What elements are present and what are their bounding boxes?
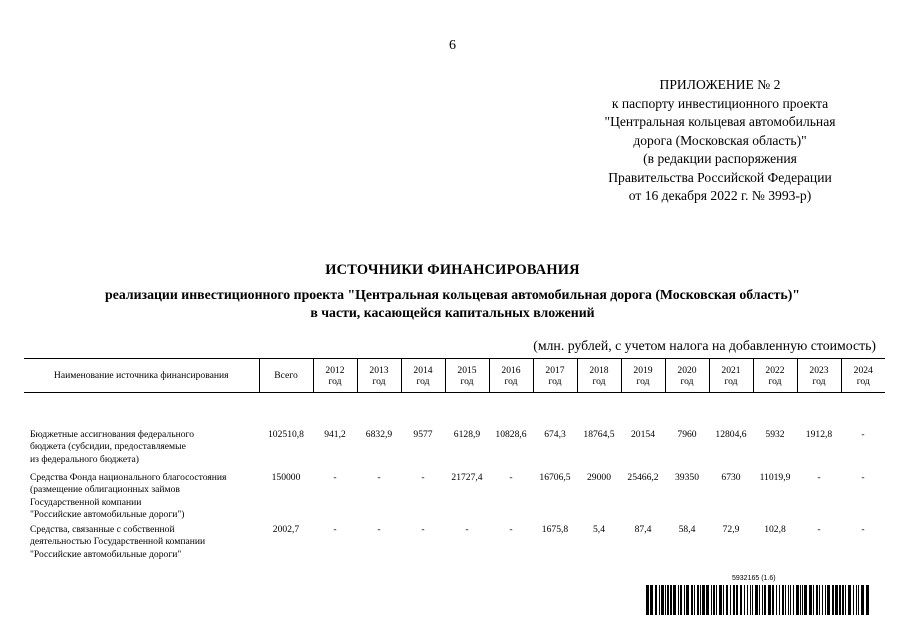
source-name-cell [24, 472, 259, 524]
year-suffix: год [856, 375, 870, 387]
column-header-year [357, 359, 401, 393]
column-header-year [797, 359, 841, 393]
barcode-bar [744, 585, 745, 615]
source-name-line: деятельностью Государственной компании [30, 536, 206, 548]
year-value-cell: - [421, 472, 425, 483]
appendix-line: к паспорту инвестиционного проекта [611, 95, 829, 111]
year-value-cell: - [421, 524, 425, 535]
year-suffix: год [768, 375, 782, 387]
year-value-cell: 9577 [413, 429, 433, 440]
year-value-cell: - [861, 524, 865, 535]
year-value-cell: 6832,9 [365, 429, 393, 440]
barcode-bar [762, 585, 763, 615]
barcode-bar [822, 585, 823, 615]
year-value: 2021 [721, 364, 741, 376]
year-value-cell: 12804,6 [715, 429, 747, 440]
year-value: 2018 [589, 364, 609, 376]
year-value-cell: - [465, 524, 469, 535]
barcode-bar [809, 585, 812, 615]
year-value-cell: 20154 [631, 429, 655, 440]
barcode-bar [866, 585, 869, 615]
year-value-cell: - [509, 472, 513, 483]
barcode-bar [694, 585, 695, 615]
year-value: 2014 [413, 364, 433, 376]
source-name-line: "Российские автомобильные дороги") [30, 508, 185, 520]
barcode-bar [804, 585, 807, 615]
barcode-bar [785, 585, 786, 615]
barcode-bar [684, 585, 685, 615]
year-value-cell: 21727,4 [451, 472, 483, 483]
year-value-cell: 5932 [765, 429, 785, 440]
column-header-year [445, 359, 489, 393]
barcode-bar [702, 585, 705, 615]
barcode-bar [740, 585, 742, 615]
barcode-bar [848, 585, 851, 615]
subheading-line-1: реализации инвестиционного проекта "Центральная кольцевая автомобильная дорога (Московская область)" [105, 287, 800, 302]
column-header-year [401, 359, 445, 393]
barcode-bar [796, 585, 799, 615]
year-suffix: год [812, 375, 826, 387]
barcode-bar [853, 585, 854, 615]
year-value-cell: - [377, 472, 381, 483]
barcode-bar [827, 585, 830, 615]
total-cell: 102510,8 [268, 429, 304, 440]
year-value-cell: - [861, 429, 865, 440]
year-suffix: год [504, 375, 518, 387]
barcode-bar [719, 585, 722, 615]
year-suffix: год [636, 375, 650, 387]
year-value: 2017 [545, 364, 565, 376]
barcode-bar [650, 585, 653, 615]
source-name-line: (размещение облигационных займов [30, 484, 180, 496]
barcode-label: 5932165 (1.6) [732, 575, 776, 582]
source-name-line: бюджета (субсидии, предоставляемые [30, 441, 186, 453]
barcode-bar [772, 585, 774, 615]
barcode-bar [723, 585, 724, 615]
appendix-line: Правительства Российской Федерации [608, 169, 832, 185]
appendix-line: "Центральная кольцевая автомобильная [604, 114, 836, 129]
year-value-cell: 1912,8 [805, 429, 833, 440]
barcode-bar [793, 585, 794, 615]
source-name-line: Средства Фонда национального благосостояния [30, 472, 227, 483]
table-header-row [24, 359, 885, 393]
barcode-bar [790, 585, 791, 615]
barcode-bar [835, 585, 838, 615]
source-name-line: из федерального бюджета) [30, 453, 139, 465]
table-row [24, 393, 885, 473]
source-name-line: Государственной компании [30, 496, 142, 508]
column-header-year [841, 359, 885, 393]
year-value-cell: 5,4 [593, 524, 605, 535]
column-header-year [753, 359, 797, 393]
column-header-year [489, 359, 533, 393]
barcode-bar [776, 585, 777, 615]
year-suffix: год [548, 375, 562, 387]
appendix-block [575, 76, 865, 206]
year-value-cell: 10828,6 [495, 429, 527, 440]
barcode-bar [673, 585, 676, 615]
year-value-cell: 16706,5 [539, 472, 571, 483]
year-value-cell: 1675,8 [541, 524, 569, 535]
barcode-bar [788, 585, 789, 615]
barcode-bar [726, 585, 728, 615]
subheading-line-2: в части, касающейся капитальных вложений [310, 304, 595, 320]
barcode-bar [861, 585, 864, 615]
barcode-bar [768, 585, 771, 615]
year-value-cell: 39350 [675, 472, 699, 483]
appendix-line: от 16 декабря 2022 г. № 3993-р) [628, 188, 812, 203]
barcode-bar [747, 585, 748, 615]
barcode-bar [659, 585, 660, 615]
total-cell: 150000 [271, 472, 301, 483]
year-value-cell: 18764,5 [583, 429, 615, 440]
year-value-cell: - [333, 524, 337, 535]
year-suffix: год [680, 375, 694, 387]
barcode-bar [759, 585, 760, 615]
column-header-name: Наименование источника финансирования [24, 359, 259, 393]
barcode-bar [667, 585, 669, 615]
barcode-bar [832, 585, 834, 615]
barcode-bar [711, 585, 712, 615]
year-suffix: год [460, 375, 474, 387]
barcode-bar [800, 585, 801, 615]
year-value-cell: - [861, 472, 865, 483]
financing-table [24, 358, 885, 576]
year-value: 2019 [633, 364, 653, 376]
year-value: 2015 [457, 364, 477, 376]
column-header-year [577, 359, 621, 393]
barcode-bar [858, 585, 859, 615]
document-subheading [0, 286, 905, 321]
barcode-bar [686, 585, 689, 615]
year-value-cell: 25466,2 [627, 472, 659, 483]
year-value-cell: 58,4 [678, 524, 696, 535]
barcode-bar [736, 585, 738, 615]
year-value-cell: 87,4 [634, 524, 652, 535]
barcode-bar [779, 585, 780, 615]
page-number: 6 [449, 38, 456, 53]
barcode-bar [691, 585, 693, 615]
year-value-cell: - [509, 524, 513, 535]
units-note: (млн. рублей, с учетом налога на добавленную стоимость) [533, 338, 876, 353]
barcode-bar [752, 585, 753, 615]
year-value-cell: 102,8 [764, 524, 786, 535]
appendix-line: (в редакции распоряжения [643, 151, 797, 166]
barcode-bar [816, 585, 818, 615]
year-value: 2012 [325, 364, 345, 376]
year-value-cell: 6128,9 [453, 429, 481, 440]
barcode-bar [680, 585, 682, 615]
year-suffix: год [724, 375, 738, 387]
barcode-bar [655, 585, 657, 615]
year-value: 2016 [501, 364, 521, 376]
barcode-bar [750, 585, 751, 615]
barcode-bar [670, 585, 672, 615]
barcode-bar [755, 585, 758, 615]
barcode-bar [782, 585, 784, 615]
year-value-cell: - [817, 524, 821, 535]
source-name-line: "Российские автомобильные дороги" [30, 548, 182, 560]
barcode-bar [661, 585, 664, 615]
year-value-cell: 29000 [587, 472, 611, 483]
column-header-year [313, 359, 357, 393]
source-name-line: Средства, связанные с собственной [30, 524, 175, 535]
barcode-bar [825, 585, 826, 615]
barcode [646, 585, 872, 615]
source-name-cell [24, 393, 259, 473]
year-suffix: год [372, 375, 386, 387]
year-suffix: год [592, 375, 606, 387]
barcode-bar [706, 585, 709, 615]
year-value: 2023 [809, 364, 829, 376]
column-header-year [621, 359, 665, 393]
year-value: 2013 [369, 364, 389, 376]
year-value-cell: 72,9 [722, 524, 740, 535]
year-value-cell: 6730 [721, 472, 741, 483]
barcode-bar [842, 585, 844, 615]
barcode-bar [839, 585, 841, 615]
barcode-bar [700, 585, 701, 615]
barcode-bar [678, 585, 679, 615]
barcode-bar [713, 585, 715, 615]
column-header-total: Всего [259, 359, 313, 393]
barcode-bar [665, 585, 666, 615]
document-heading: ИСТОЧНИКИ ФИНАНСИРОВАНИЯ [325, 262, 580, 278]
barcode-bar [813, 585, 814, 615]
source-name-line: Бюджетные ассигнования федерального [30, 429, 194, 440]
barcode-bar [856, 585, 857, 615]
year-value: 2022 [765, 364, 785, 376]
table-row [24, 524, 885, 576]
year-value-cell: - [333, 472, 337, 483]
column-header-year [665, 359, 709, 393]
table-row [24, 472, 885, 524]
appendix-line: дорога (Московская область)" [633, 132, 807, 148]
year-value-cell: 11019,9 [759, 472, 791, 483]
year-value: 2020 [677, 364, 697, 376]
year-value-cell: 7960 [677, 429, 697, 440]
barcode-bar [819, 585, 820, 615]
column-header-year [709, 359, 753, 393]
total-cell: 2002,7 [272, 524, 300, 535]
barcode-bar [646, 585, 649, 615]
barcode-bar [730, 585, 731, 615]
column-header-year [533, 359, 577, 393]
year-suffix: год [416, 375, 430, 387]
barcode-bar [716, 585, 717, 615]
barcode-bar [733, 585, 735, 615]
year-value-cell: 941,2 [324, 429, 346, 440]
year-value-cell: - [377, 524, 381, 535]
year-value-cell: - [817, 472, 821, 483]
barcode-bar [697, 585, 699, 615]
year-value-cell: 674,3 [544, 429, 566, 440]
appendix-line: ПРИЛОЖЕНИЕ № 2 [659, 77, 781, 92]
barcode-bar [845, 585, 846, 615]
barcode-bar [764, 585, 766, 615]
barcode-bar [802, 585, 803, 615]
year-value: 2024 [853, 364, 873, 376]
year-suffix: год [328, 375, 342, 387]
source-name-cell [24, 524, 259, 576]
